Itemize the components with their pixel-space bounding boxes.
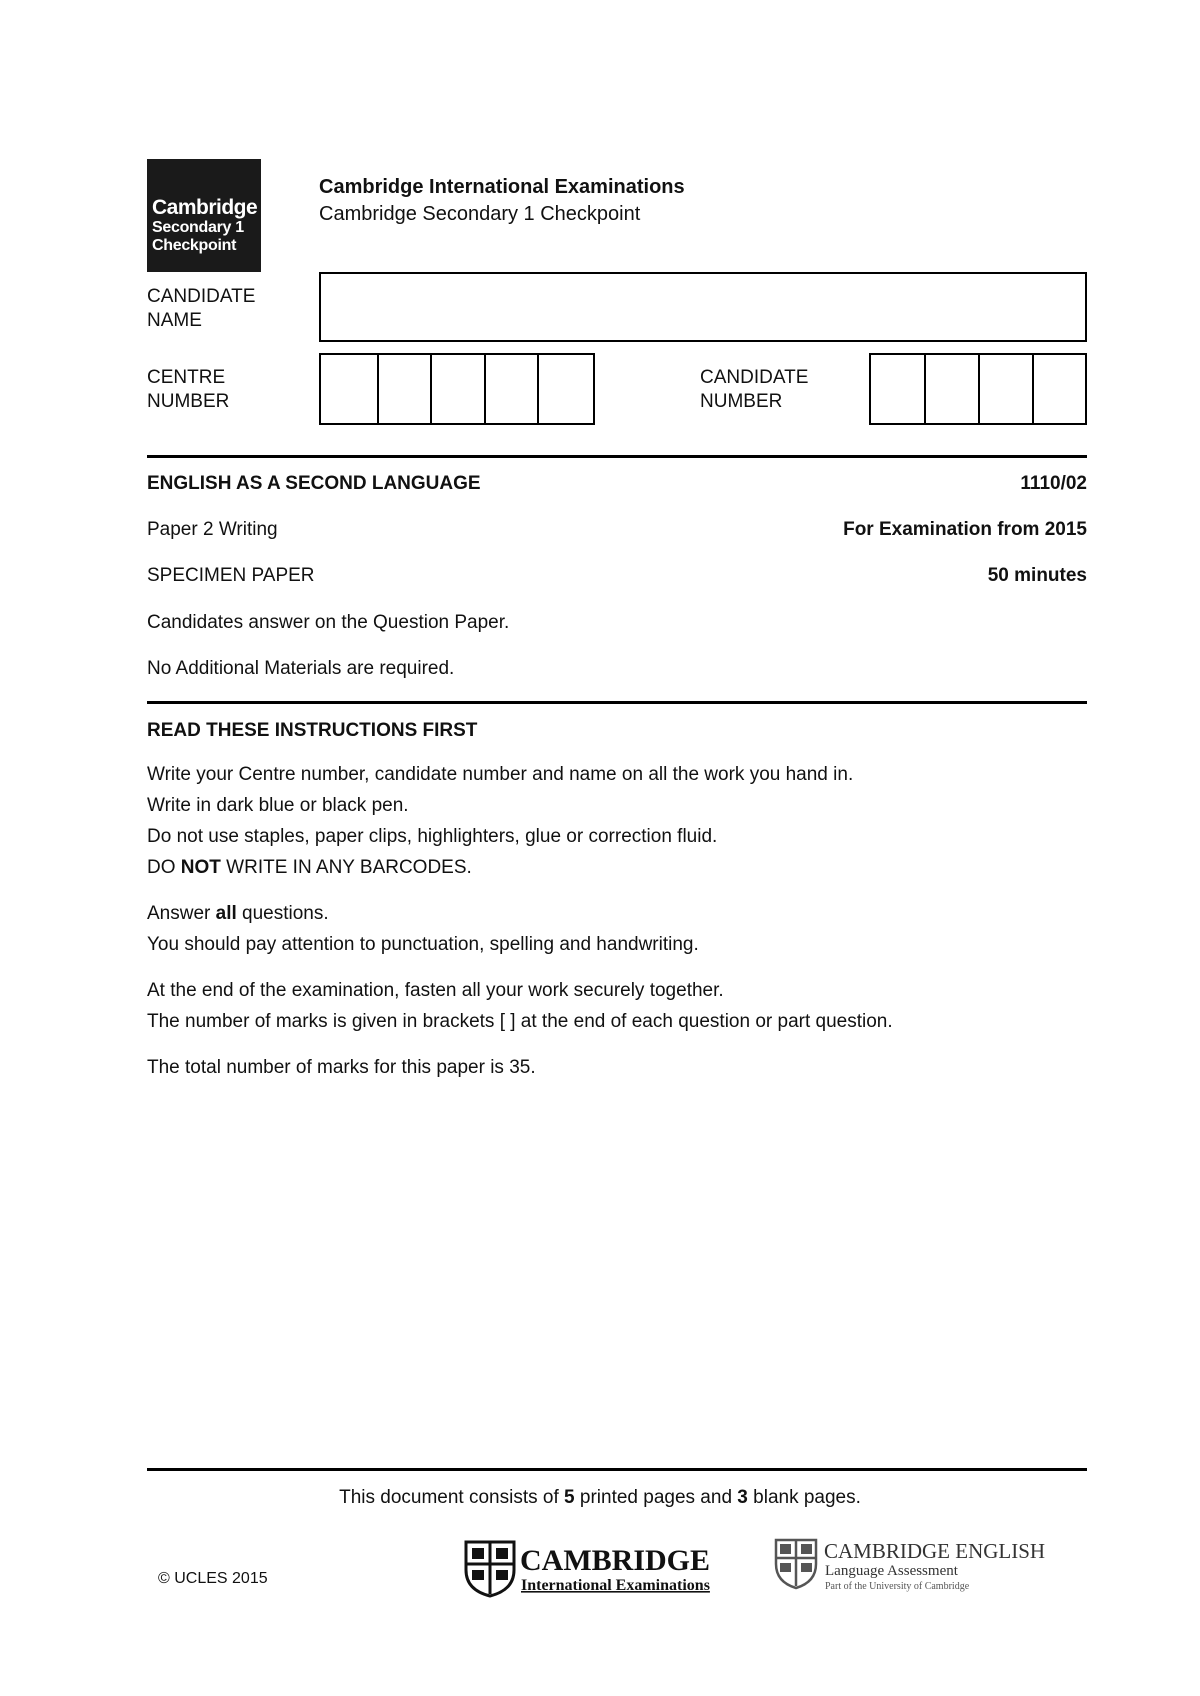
svg-text:CAMBRIDGE ENGLISH: CAMBRIDGE ENGLISH [824, 1539, 1046, 1563]
centre-digit-box[interactable] [379, 355, 433, 423]
exam-from: For Examination from 2015 [843, 519, 1087, 540]
centre-digit-box[interactable] [539, 355, 593, 423]
logo-line-1: Cambridge [152, 196, 258, 219]
paper-name: Paper 2 Writing [147, 519, 278, 540]
candidate-digit-box[interactable] [926, 355, 980, 423]
answer-on-note: Candidates answer on the Question Paper. [147, 612, 510, 633]
paper-type: SPECIMEN PAPER [147, 565, 315, 586]
instruction-line: DO NOT WRITE IN ANY BARCODES. [147, 857, 472, 878]
instruction-line: You should pay attention to punctuation, spelling and handwriting. [147, 934, 699, 955]
copyright: © UCLES 2015 [158, 1570, 268, 1587]
candidate-name-label: CANDIDATE NAME [147, 286, 256, 331]
org-title: Cambridge International Examinations [319, 176, 685, 198]
candidate-digit-box[interactable] [871, 355, 926, 423]
cambridge-english-logo [774, 1538, 1084, 1594]
logo-line-2: Secondary 1 [152, 219, 244, 236]
materials-note: No Additional Materials are required. [147, 658, 455, 679]
svg-text:Part of the University of Camb: Part of the University of Cambridge [825, 1581, 970, 1592]
centre-number-label: CENTRE NUMBER [147, 367, 230, 412]
candidate-digit-box[interactable] [980, 355, 1034, 423]
instruction-line: The number of marks is given in brackets [ ] at the end of each question or part question. [147, 1011, 893, 1032]
centre-digit-box[interactable] [486, 355, 540, 423]
cambridge-international-logo [464, 1540, 724, 1598]
candidate-number-field[interactable] [869, 353, 1087, 425]
crest-icon [774, 1538, 1084, 1594]
subject-title: ENGLISH AS A SECOND LANGUAGE [147, 473, 481, 494]
svg-text:International Examinations: International Examinations [521, 1577, 710, 1594]
checkpoint-logo [147, 159, 261, 272]
svg-text:CAMBRIDGE: CAMBRIDGE [520, 1544, 711, 1577]
shield-icon [464, 1540, 724, 1598]
divider [147, 455, 1087, 458]
duration: 50 minutes [987, 565, 1087, 586]
divider [147, 701, 1087, 704]
instruction-line: The total number of marks for this paper is 35. [147, 1057, 536, 1078]
logo-line-3: Checkpoint [152, 237, 237, 254]
candidate-name-field[interactable] [319, 272, 1087, 342]
org-subtitle: Cambridge Secondary 1 Checkpoint [319, 203, 641, 225]
instruction-line: At the end of the examination, fasten all your work securely together. [147, 980, 724, 1001]
instruction-line: Write in dark blue or black pen. [147, 795, 409, 816]
candidate-digit-box[interactable] [1034, 355, 1085, 423]
centre-digit-box[interactable] [432, 355, 486, 423]
instruction-line: Write your Centre number, candidate number and name on all the work you hand in. [147, 764, 854, 785]
centre-digit-box[interactable] [321, 355, 379, 423]
instruction-line: Do not use staples, paper clips, highlighters, glue or correction fluid. [147, 826, 718, 847]
candidate-number-label: CANDIDATE NUMBER [700, 367, 809, 412]
svg-text:Language Assessment: Language Assessment [825, 1563, 958, 1579]
divider [147, 1468, 1087, 1471]
paper-code: 1110/02 [1020, 473, 1087, 494]
instructions-heading: READ THESE INSTRUCTIONS FIRST [147, 720, 478, 741]
page-count-note: This document consists of 5 printed pages and 3 blank pages. [339, 1487, 861, 1508]
instruction-line: Answer all questions. [147, 903, 329, 924]
centre-number-field[interactable] [319, 353, 595, 425]
